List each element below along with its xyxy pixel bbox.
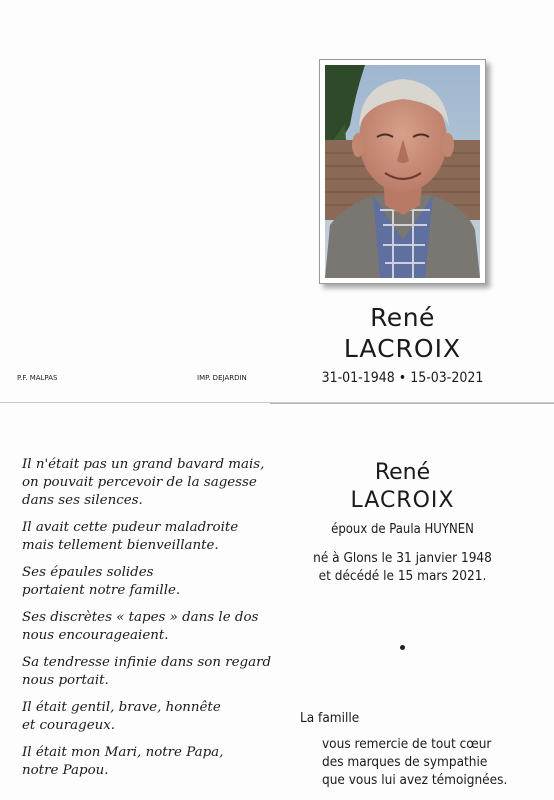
portrait-image (325, 65, 480, 278)
poem-line: mais tellement bienveillante. (22, 538, 219, 553)
poem-line: notre Papou. (22, 763, 109, 778)
poem-stanza (22, 564, 287, 600)
memorial-poem (22, 456, 287, 789)
life-dates: 31-01-1948 • 15-03-2021 (321, 370, 484, 386)
portrait-photo (319, 59, 486, 284)
death-line: et décédé le 15 mars 2021. (318, 568, 487, 584)
poem-line: Il avait cette pudeur maladroite (22, 520, 239, 535)
spouse-line: époux de Paula HUYNEN (331, 522, 474, 537)
poem-line: nous encourageaient. (22, 628, 169, 643)
thanks-line: vous remercie de tout cœur (322, 736, 492, 752)
thanks-line: des marques de sympathie (322, 754, 488, 770)
bullet-ornament (400, 645, 405, 650)
poem-line: dans ses silences. (22, 493, 143, 508)
poem-line: Ses discrètes « tapes » dans le dos (22, 610, 259, 625)
poem-line: nous portait. (22, 673, 109, 688)
poem-stanza (22, 609, 287, 645)
thanks-message (322, 735, 507, 789)
fold-divider-shadow (270, 403, 554, 404)
poem-line: Ses épaules solides (22, 565, 154, 580)
poem-line: Il était gentil, brave, honnête (22, 700, 221, 715)
poem-line: on pouvait percevoir de la sagesse (22, 475, 257, 490)
deceased-first-name: René (370, 303, 435, 332)
birth-line: né à Glons le 31 janvier 1948 (313, 550, 492, 566)
poem-stanza (22, 744, 287, 780)
family-signature: La famille (300, 710, 360, 726)
details-last-name: LACROIX (350, 488, 455, 513)
poem-stanza (22, 654, 287, 690)
poem-stanza (22, 519, 287, 555)
poem-line: et courageux. (22, 718, 116, 733)
deceased-last-name: LACROIX (343, 334, 462, 363)
details-first-name: René (374, 460, 431, 485)
poem-line: Il n'était pas un grand bavard mais, (22, 457, 265, 472)
poem-line: Sa tendresse infinie dans son regard (22, 655, 272, 670)
funeral-home-credit: P.F. MALPAS (17, 374, 58, 382)
printer-credit: IMP. DEJARDIN (197, 374, 247, 382)
poem-stanza (22, 456, 287, 510)
thanks-line: que vous lui avez témoignées. (322, 772, 508, 788)
poem-stanza (22, 699, 287, 735)
poem-line: Il était mon Mari, notre Papa, (22, 745, 224, 760)
birth-death-statement (300, 549, 505, 585)
poem-line: portaient notre famille. (22, 583, 181, 598)
